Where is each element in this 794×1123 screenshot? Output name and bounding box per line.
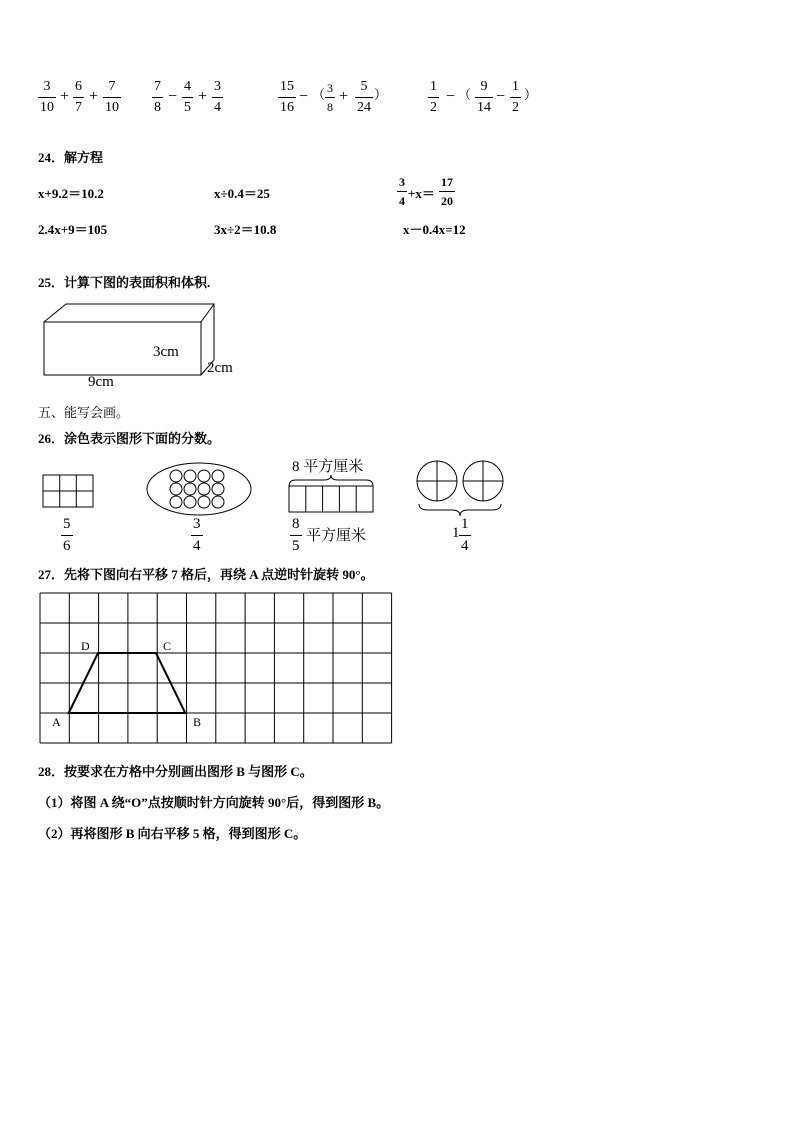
- vertex-d-label: D: [81, 639, 90, 653]
- area-label: 8 平方厘米: [292, 459, 364, 475]
- fraction: $\frac{6}{7}$: [75, 79, 82, 115]
- operator: −: [446, 88, 456, 105]
- fraction: $\frac{7}{8}$: [154, 79, 161, 115]
- oval-twelve-circles[interactable]: [144, 460, 254, 518]
- grid-lines: [40, 593, 392, 743]
- fraction: $\frac{3}{8}$: [327, 81, 333, 114]
- right-paren: ）: [374, 87, 388, 102]
- area-unit-label: 平方厘米: [306, 528, 367, 544]
- right-paren: ）: [524, 87, 538, 102]
- grid-six-cells[interactable]: [40, 472, 96, 510]
- fraction-three-quarters: $\frac{3}{4}$: [193, 516, 201, 554]
- fraction: $\frac{1}{4}$: [461, 516, 469, 554]
- operator: −: [299, 88, 309, 105]
- grid-trapezoid[interactable]: [38, 591, 396, 746]
- fraction: $\frac{17}{20}$: [441, 175, 453, 208]
- operator: −: [168, 88, 178, 105]
- brace: [289, 475, 373, 486]
- vertex-c-label: C: [163, 639, 172, 653]
- operator: +: [198, 88, 208, 105]
- brace: [419, 504, 501, 516]
- fraction: $\frac{9}{14}$: [477, 79, 491, 115]
- fraction: $\frac{3}{4}$: [214, 79, 221, 115]
- left-paren: （: [458, 87, 472, 102]
- question-28-step-2: （2）再将图形 B 向右平移 5 格，得到图形 C。: [38, 826, 307, 841]
- left-paren: （: [312, 87, 326, 102]
- equation-5: 3x÷2＝10.8: [214, 222, 277, 237]
- question-28-title: 28．按要求在方格中分别画出图形 B 与图形 C。: [38, 764, 313, 779]
- fraction: $\frac{3}{10}$: [40, 79, 54, 115]
- fraction-five-sixths: $\frac{5}{6}$: [63, 516, 71, 554]
- length-label: 9cm: [88, 374, 114, 390]
- fraction: $\frac{7}{10}$: [105, 79, 119, 115]
- operator: +: [60, 88, 70, 105]
- fraction: $\frac{15}{16}$: [280, 79, 294, 115]
- fraction: $\frac{5}{24}$: [357, 79, 371, 115]
- question-27-title: 27．先将下图向右平移 7 格后，再绕 A 点逆时针旋转 90°。: [38, 567, 374, 582]
- operator: +: [89, 88, 99, 105]
- equation-1: x+9.2＝10.2: [38, 186, 104, 201]
- equation-6: x－0.4x=12: [403, 222, 466, 237]
- operator: +: [339, 88, 349, 105]
- vertex-a-label: A: [52, 715, 61, 729]
- height-label: 3cm: [153, 344, 179, 360]
- fraction: $\frac{4}{5}$: [184, 79, 191, 115]
- fraction: $\frac{1}{2}$: [512, 79, 519, 115]
- question-25-title: 25．计算下图的表面积和体积.: [38, 275, 211, 290]
- cuboid-diagram: [36, 298, 256, 393]
- two-quartered-circles[interactable]: [414, 458, 508, 518]
- section-5-title: 五、能写会画。: [38, 405, 130, 420]
- vertex-b-label: B: [193, 715, 202, 729]
- cuboid-top-face: [44, 304, 214, 322]
- depth-label: 2cm: [207, 360, 233, 376]
- equation-4: 2.4x+9＝105: [38, 222, 108, 237]
- fraction-eight-fifths: $\frac{8}{5}$: [292, 516, 300, 554]
- equation-2: x÷0.4＝25: [214, 186, 270, 201]
- question-24-title: 24．解方程: [38, 150, 104, 165]
- fraction: $\frac{3}{4}$: [399, 175, 405, 208]
- operator: −: [496, 88, 506, 105]
- strip-five-cells[interactable]: [286, 474, 378, 514]
- fraction: $\frac{1}{2}$: [430, 79, 437, 115]
- question-26-title: 26．涂色表示图形下面的分数。: [38, 431, 221, 446]
- question-28-step-1: （1）将图 A 绕“O”点按顺时针方向旋转 90°后，得到图形 B。: [38, 795, 390, 810]
